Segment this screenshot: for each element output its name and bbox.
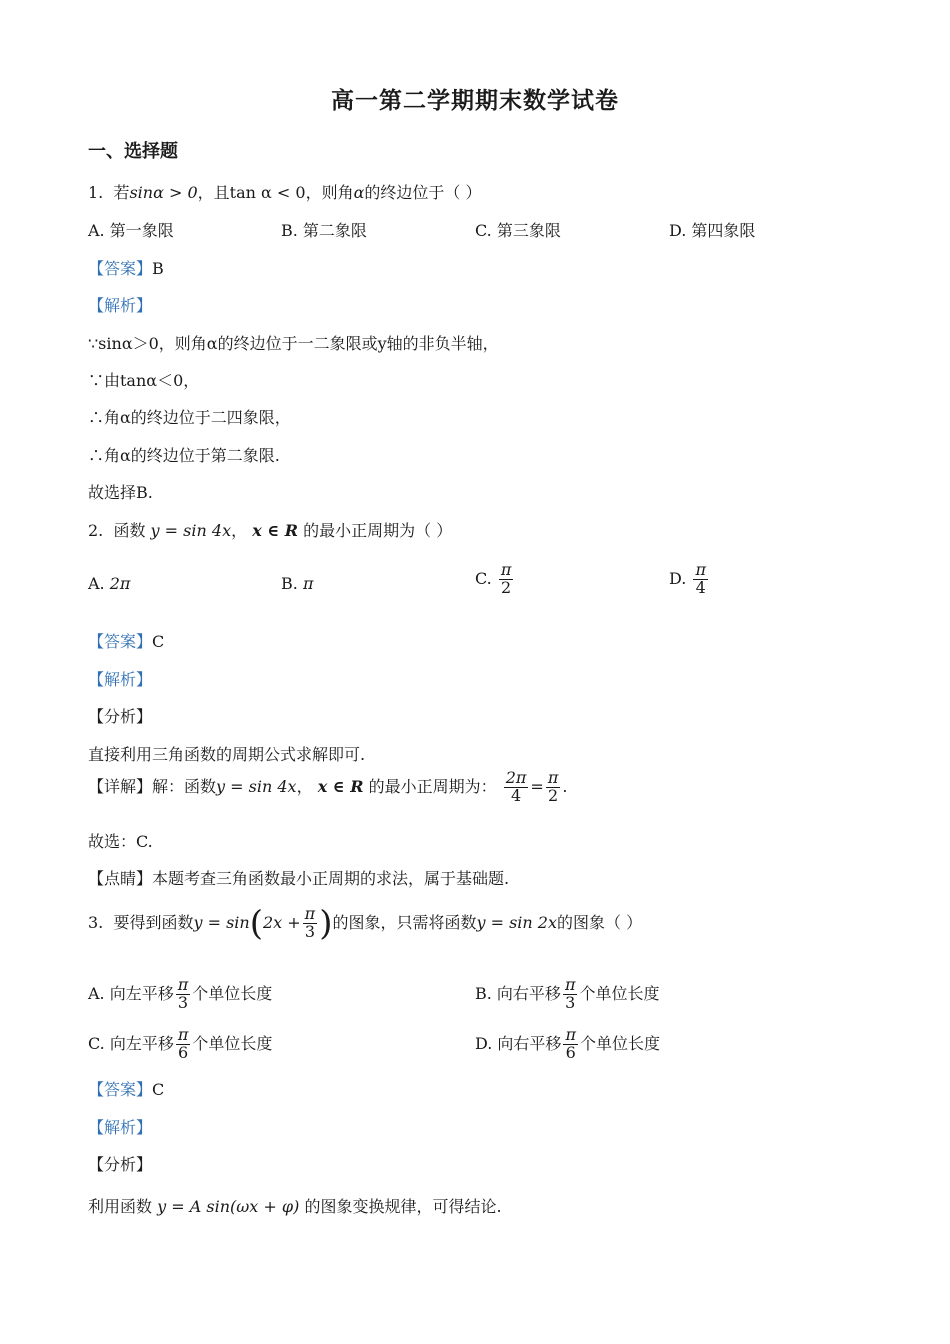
- q1-option-a: A. 第一象限: [88, 221, 174, 240]
- q3-option-c: C. 向左平移 $\frac{\pi}{6}$ 个单位长度: [88, 1025, 273, 1062]
- q2-detail: 【详解】解：函数y = sin 4x， x ∈ R 的最小正周期为： $\frac{2\pi}{4}$ = $\frac{\pi}{2}$ .: [88, 768, 568, 805]
- math-expression: y = sin 2x: [476, 912, 558, 932]
- math-expression: y = sin 4x: [150, 521, 232, 540]
- fraction: $\frac{2\pi}{4}$: [505, 768, 527, 805]
- q1-option-d: D. 第四象限: [669, 221, 756, 240]
- q3-fenxi-label: 【分析】: [88, 1155, 153, 1174]
- fraction: $\frac{\pi}{6}$: [565, 1025, 576, 1062]
- q3-option-a: A. 向左平移 $\frac{\pi}{3}$ 个单位长度: [88, 975, 273, 1012]
- fraction: $\frac{\pi}{3}$: [177, 975, 189, 1012]
- q3-fenxi-text: 利用函数 y = A sin(ωx + φ) 的图象变换规律，可得结论.: [88, 1197, 502, 1216]
- q1-analysis-label: 【解析】: [88, 296, 153, 315]
- page-title: 高一第二学期期末数学试卷: [331, 87, 619, 114]
- fraction: $\frac{\pi}{2}$: [500, 560, 512, 597]
- math-expression: x ∈ R: [252, 521, 299, 540]
- q3-analysis-label: 【解析】: [88, 1118, 153, 1137]
- math-expression: y = A sin(ωx + φ): [157, 1197, 300, 1216]
- q1-option-b: B. 第二象限: [281, 221, 367, 240]
- fraction: $\frac{\pi}{2}$: [547, 768, 559, 805]
- q1-answer: 【答案】B: [88, 259, 164, 278]
- q2-option-a: A. 2π: [88, 574, 131, 593]
- fraction: $\frac{\pi}{3}$: [564, 975, 576, 1012]
- section-heading: 一、选择题: [88, 141, 178, 162]
- math-expression: sinα > 0: [129, 183, 198, 202]
- fraction: $\frac{\pi}{6}$: [177, 1025, 189, 1062]
- math-expression: tan α < 0: [229, 183, 306, 202]
- q1-analysis-line: ∵由tanα＜0，: [88, 371, 200, 390]
- question-1-stem: 1. 若sinα > 0，且tan α < 0，则角α的终边位于（ ）: [88, 183, 482, 202]
- q3-option-b: B. 向右平移 $\frac{\pi}{3}$ 个单位长度: [475, 975, 660, 1012]
- q2-choose: 故选：C.: [88, 832, 153, 851]
- q1-option-c: C. 第三象限: [475, 221, 561, 240]
- math-expression: y = sin 4x: [216, 776, 297, 796]
- q1-analysis-line: ∴角α的终边位于二四象限，: [88, 408, 291, 427]
- math-symbol: α: [353, 183, 365, 202]
- q2-dianjing: 【点睛】本题考查三角函数最小正周期的求法，属于基础题.: [88, 869, 510, 888]
- fraction: $\frac{\pi}{4}$: [695, 560, 706, 597]
- left-paren: (: [249, 903, 263, 944]
- math-expression: y = sin: [193, 912, 250, 932]
- q2-option-b: B. π: [281, 574, 314, 593]
- q2-answer: 【答案】C: [88, 632, 165, 651]
- fraction: $\frac{\pi}{3}$: [304, 904, 316, 941]
- math-expression: x ∈ R: [317, 776, 364, 796]
- right-paren: ): [319, 903, 333, 944]
- q2-fenxi-text: 直接利用三角函数的周期公式求解即可.: [88, 745, 366, 764]
- q1-analysis-line: 故选择B.: [88, 483, 153, 502]
- q1-analysis-line: ∵sinα＞0，则角α的终边位于一二象限或y轴的非负半轴，: [88, 334, 499, 353]
- question-3-stem: 3. 要得到函数y = sin(2x + $\frac{\pi}{3}$ )的图象，只需将函数y = sin 2x的图象（ ）: [88, 903, 643, 944]
- q3-answer: 【答案】C: [88, 1080, 165, 1099]
- q2-fenxi-label: 【分析】: [88, 707, 153, 726]
- question-2-stem: 2. 函数 y = sin 4x， x ∈ R 的最小正周期为（ ）: [88, 521, 453, 540]
- q2-option-c: C. $\frac{\pi}{2}$: [475, 560, 512, 597]
- q2-option-d: D. $\frac{\pi}{4}$: [669, 560, 706, 597]
- q2-analysis-label: 【解析】: [88, 670, 153, 689]
- q3-option-d: D. 向右平移 $\frac{\pi}{6}$ 个单位长度: [475, 1025, 660, 1062]
- q1-analysis-line: ∴角α的终边位于第二象限.: [88, 446, 280, 465]
